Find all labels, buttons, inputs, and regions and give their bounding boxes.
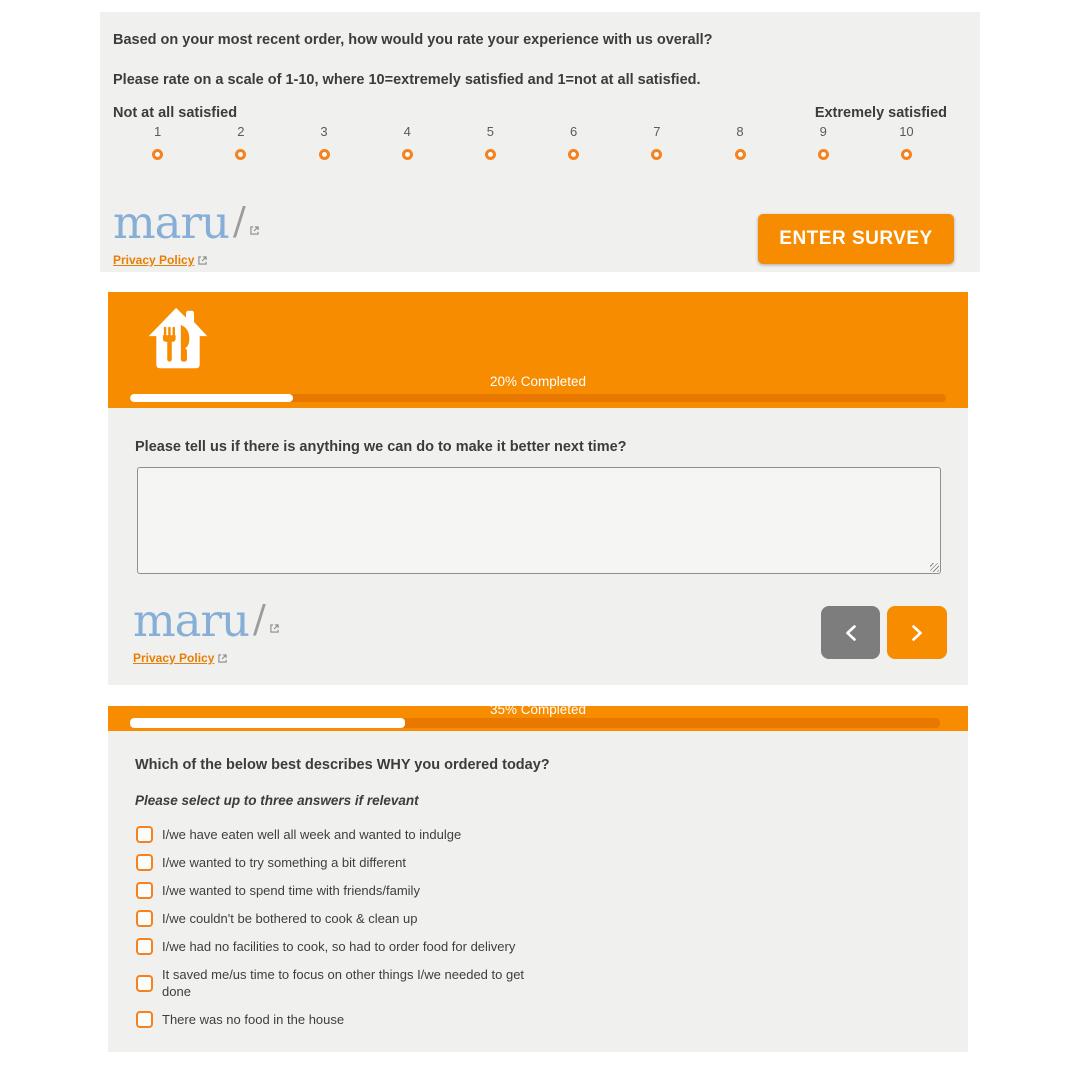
- rating-question: Based on your most recent order, how would you rate your experience with us overall?: [113, 32, 713, 48]
- maru-logo-slash: /: [233, 199, 246, 243]
- maru-logo-text: maru: [113, 196, 229, 249]
- scale-number: 8: [736, 124, 744, 139]
- scale-option-6: [532, 124, 615, 160]
- takeaway-house-icon: [145, 303, 211, 375]
- rating-radio-9[interactable]: [818, 149, 829, 160]
- rating-radio-5[interactable]: [485, 149, 496, 160]
- option-row[interactable]: [136, 1011, 552, 1028]
- survey-header: [108, 706, 968, 731]
- feedback-question: Please tell us if there is anything we can do to make it better next time?: [135, 439, 627, 455]
- option-row[interactable]: [136, 938, 552, 955]
- rating-radio-6[interactable]: [568, 149, 579, 160]
- scale-option-8: [698, 124, 781, 160]
- chevron-right-icon: [910, 624, 924, 642]
- scale-option-2: [199, 124, 282, 160]
- scale-number: 6: [570, 124, 578, 139]
- option-label: I/we have eaten well all week and wanted to indulge: [162, 827, 462, 842]
- scale-option-5: [449, 124, 532, 160]
- rating-radio-10[interactable]: [901, 149, 912, 160]
- scale-number: 2: [237, 124, 245, 139]
- scale-option-10: [865, 124, 948, 160]
- option-row[interactable]: [136, 882, 552, 899]
- feedback-survey-panel: [108, 292, 968, 685]
- option-row[interactable]: [136, 826, 552, 843]
- option-label: I/we wanted to try something a bit different: [162, 855, 407, 870]
- anchor-extremely-satisfied: Extremely satisfied: [814, 105, 947, 121]
- option-label: I/we couldn't be bothered to cook & clean up: [162, 911, 418, 926]
- scale-number: 1: [153, 124, 162, 139]
- scale-number: 10: [899, 124, 914, 139]
- chevron-left-icon: [844, 624, 858, 642]
- scale-number: 7: [653, 124, 661, 139]
- option-row[interactable]: [136, 910, 552, 927]
- scale-option-9: [782, 124, 865, 160]
- scale-option-3: [282, 124, 365, 160]
- rating-instruction: Please rate on a scale of 1-10, where 10=extremely satisfied and 1=not at all satisfied.: [113, 72, 701, 88]
- checkbox[interactable]: [136, 882, 153, 899]
- checkbox[interactable]: [136, 910, 153, 927]
- scale-option-1: [116, 124, 199, 160]
- option-row[interactable]: [136, 966, 552, 1000]
- option-label: I/we wanted to spend time with friends/family: [162, 883, 420, 898]
- privacy-policy-link[interactable]: [113, 253, 207, 267]
- rating-radio-3[interactable]: [319, 149, 330, 160]
- maru-logo-slash: /: [253, 597, 266, 641]
- checkbox[interactable]: [136, 938, 153, 955]
- external-link-icon: [218, 654, 227, 663]
- anchor-not-satisfied: Not at all satisfied: [113, 105, 238, 121]
- rating-radio-4[interactable]: [402, 149, 413, 160]
- scale-number: 5: [486, 124, 495, 139]
- scale-number: 4: [403, 124, 411, 139]
- scale-number: 9: [819, 124, 827, 139]
- reasons-options: [136, 826, 552, 1039]
- option-label: It saved me/us time to focus on other things I/we needed to get done: [162, 967, 525, 999]
- feedback-body: [108, 408, 968, 685]
- scale-number: 3: [320, 124, 328, 139]
- maru-logo-text: maru: [133, 594, 249, 647]
- progress-bar: [130, 394, 946, 402]
- rating-scale: [116, 124, 948, 160]
- scale-option-4: [366, 124, 449, 160]
- external-link-icon: [270, 624, 279, 633]
- option-label: There was no food in the house: [162, 1012, 345, 1027]
- rating-radio-7[interactable]: [651, 149, 662, 160]
- checkbox[interactable]: [136, 854, 153, 871]
- scale-option-7: [615, 124, 698, 160]
- progress-bar-fill: [130, 394, 293, 402]
- option-label: I/we had no facilities to cook, so had to order food for delivery: [162, 939, 516, 954]
- feedback-textarea[interactable]: [137, 467, 941, 574]
- rating-radio-8[interactable]: [735, 149, 746, 160]
- checkbox[interactable]: [136, 826, 153, 843]
- reasons-body: [108, 731, 968, 1052]
- progress-label: 20% Completed: [489, 374, 587, 389]
- rating-survey-panel: [100, 12, 980, 272]
- enter-survey-button[interactable]: ENTER SURVEY: [758, 214, 954, 264]
- checkbox[interactable]: [136, 975, 153, 992]
- external-link-icon: [198, 256, 207, 265]
- maru-logo: [113, 196, 259, 249]
- privacy-policy-link[interactable]: [133, 651, 227, 665]
- reasons-question: Which of the below best describes WHY you ordered today?: [135, 757, 550, 773]
- survey-header: [108, 292, 968, 408]
- reasons-instruction: Please select up to three answers if relevant: [135, 793, 419, 808]
- privacy-policy-label: Privacy Policy: [113, 253, 195, 267]
- back-button[interactable]: [821, 606, 880, 659]
- textarea-resize-handle[interactable]: [930, 563, 939, 572]
- scale-anchors: [113, 105, 947, 121]
- privacy-policy-label: Privacy Policy: [133, 651, 215, 665]
- reasons-survey-panel: [108, 706, 968, 1052]
- option-row[interactable]: [136, 854, 552, 871]
- checkbox[interactable]: [136, 1011, 153, 1028]
- external-link-icon: [250, 226, 259, 235]
- rating-radio-2[interactable]: [235, 149, 246, 160]
- maru-logo: [133, 594, 279, 647]
- progress-bar-fill: [130, 718, 405, 728]
- progress-bar: [130, 718, 940, 728]
- next-button[interactable]: [887, 606, 947, 659]
- progress-label: 35% Completed: [489, 706, 587, 717]
- rating-radio-1[interactable]: [152, 149, 163, 160]
